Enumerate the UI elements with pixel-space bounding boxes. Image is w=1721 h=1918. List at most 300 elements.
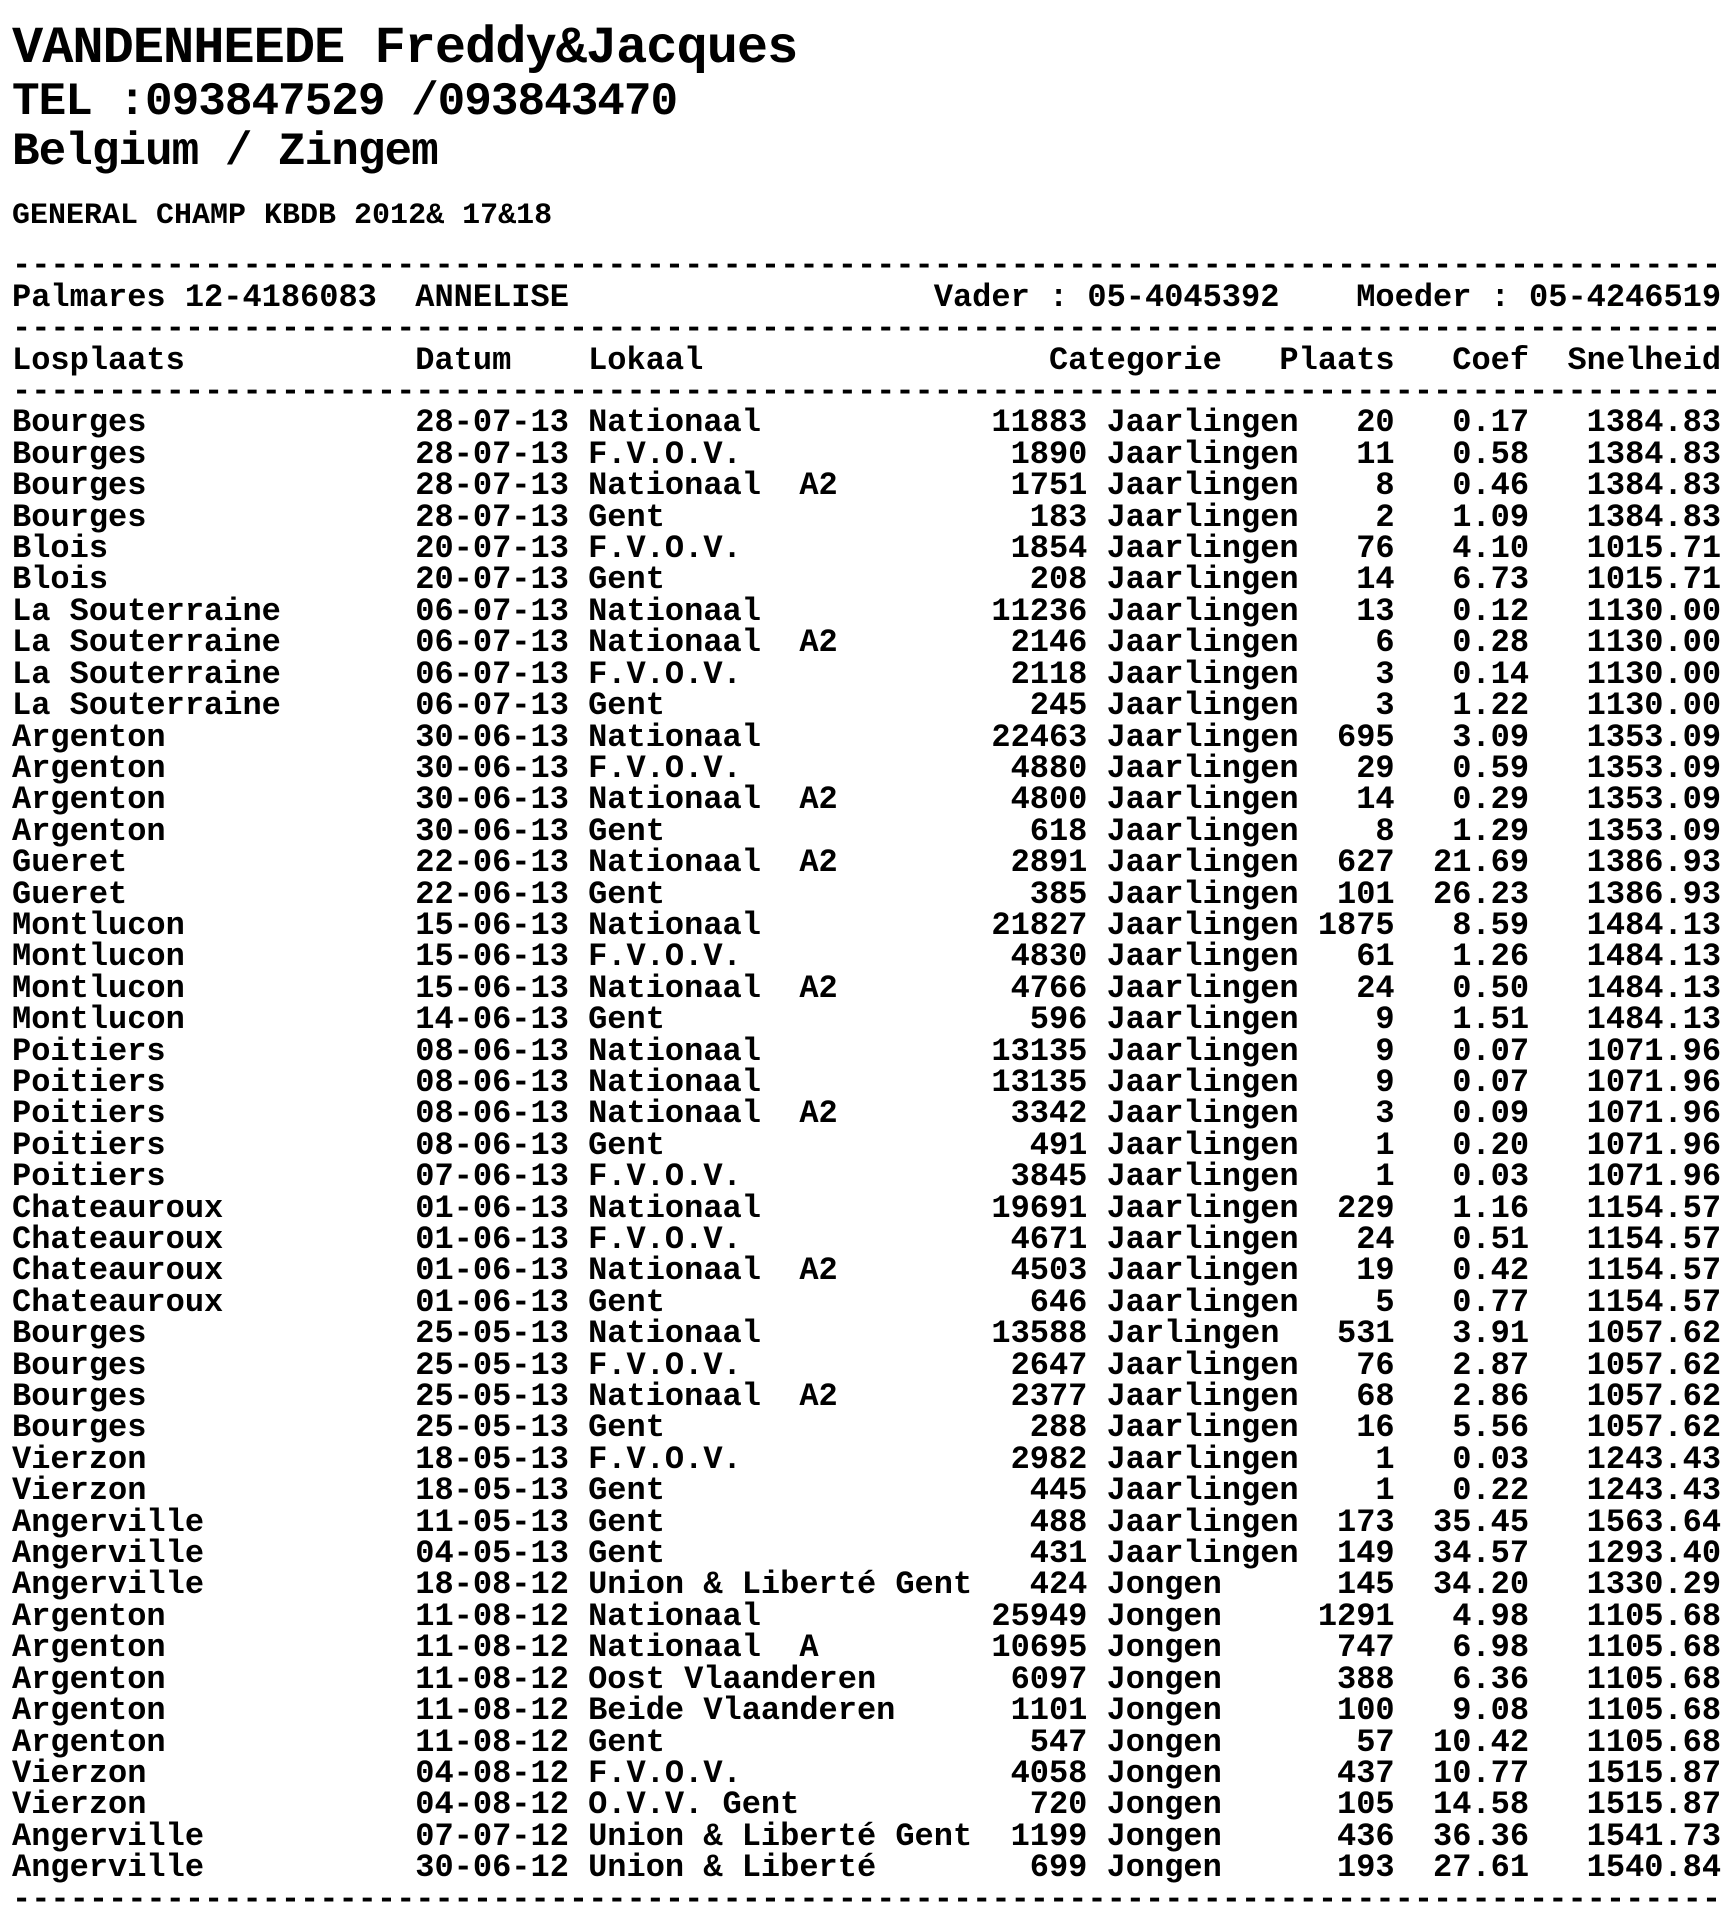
cell-snelheid: 1243.43 xyxy=(1586,1472,1721,1510)
cell-lokaal: Nationaal xyxy=(588,906,761,944)
cell-aantal: 4058 xyxy=(1010,1754,1088,1792)
cell-aantal: 2982 xyxy=(1010,1440,1088,1478)
cell-plaats: 1 xyxy=(1375,1158,1395,1196)
cell-categorie: Jaarlingen xyxy=(1106,1189,1299,1227)
table-row xyxy=(12,1095,1721,1133)
cell-plaats: 13 xyxy=(1356,592,1395,630)
cell-losplaats: Argenton xyxy=(12,749,166,787)
cell-snelheid: 1071.96 xyxy=(1586,1063,1721,1101)
cell-plaats: 68 xyxy=(1356,1378,1395,1416)
cell-categorie: Jaarlingen xyxy=(1106,655,1299,693)
cell-categorie: Jaarlingen xyxy=(1106,1252,1299,1290)
cell-snelheid: 1057.62 xyxy=(1586,1409,1721,1447)
cell-coef: 1.09 xyxy=(1452,498,1530,536)
cell-plaats: 57 xyxy=(1356,1723,1395,1761)
cell-datum: 25-05-13 xyxy=(415,1378,569,1416)
table-header-row xyxy=(12,341,1721,379)
table-row xyxy=(12,1063,1721,1101)
table-row xyxy=(12,404,1721,442)
cell-lokaal: F.V.O.V. xyxy=(588,530,742,568)
location-line: Belgium / Zingem xyxy=(12,126,438,178)
table-row xyxy=(12,467,1721,505)
cell-aantal: 646 xyxy=(1029,1283,1088,1321)
cell-datum: 15-06-13 xyxy=(415,906,569,944)
cell-losplaats: Angerville xyxy=(12,1535,205,1573)
column-header-datum: Datum xyxy=(415,341,512,379)
report-body xyxy=(12,199,1721,1918)
cell-losplaats: Poitiers xyxy=(12,1095,166,1133)
table-row xyxy=(12,844,1721,882)
cell-coef: 1.51 xyxy=(1452,1001,1530,1039)
cell-datum: 28-07-13 xyxy=(415,467,569,505)
cell-losplaats: Bourges xyxy=(12,498,147,536)
cell-aantal: 431 xyxy=(1029,1535,1088,1573)
table-row xyxy=(12,1252,1721,1290)
cell-plaats: 149 xyxy=(1337,1535,1395,1573)
cell-categorie: Jaarlingen xyxy=(1106,1472,1299,1510)
column-header-losplaats: Losplaats xyxy=(12,341,185,379)
cell-datum: 30-06-13 xyxy=(415,812,569,850)
cell-lokaal: O.V.V. Gent xyxy=(588,1786,800,1824)
cell-plaats: 388 xyxy=(1337,1660,1395,1698)
cell-coef: 0.46 xyxy=(1452,467,1530,505)
cell-plaats: 76 xyxy=(1356,1346,1395,1384)
cell-datum: 08-06-13 xyxy=(415,1126,569,1164)
cell-datum: 08-06-13 xyxy=(415,1032,569,1070)
cell-plaats: 229 xyxy=(1337,1189,1395,1227)
cell-coef: 0.03 xyxy=(1452,1158,1530,1196)
cell-losplaats: Bourges xyxy=(12,1409,147,1447)
cell-plaats: 1 xyxy=(1375,1126,1395,1164)
cell-snelheid: 1330.29 xyxy=(1586,1566,1721,1604)
cell-coef: 4.10 xyxy=(1452,530,1530,568)
cell-losplaats: Argenton xyxy=(12,1723,166,1761)
table-row xyxy=(12,969,1721,1007)
cell-lokaal: Gent xyxy=(588,812,665,850)
cell-aantal: 3342 xyxy=(1010,1095,1088,1133)
cell-coef: 0.58 xyxy=(1452,435,1530,473)
table-row xyxy=(12,1221,1721,1258)
cell-aantal: 13588 xyxy=(991,1315,1088,1353)
cell-snelheid: 1386.93 xyxy=(1586,875,1721,913)
cell-snelheid: 1130.00 xyxy=(1586,624,1721,662)
cell-datum: 28-07-13 xyxy=(415,498,569,536)
cell-lokaal: Beide Vlaanderen xyxy=(588,1692,896,1730)
cell-aantal: 10695 xyxy=(991,1629,1088,1667)
cell-losplaats: La Souterraine xyxy=(12,655,281,693)
cell-snelheid: 1071.96 xyxy=(1586,1126,1721,1164)
table-row xyxy=(12,1315,1721,1353)
cell-coef: 9.08 xyxy=(1452,1692,1530,1730)
cell-plaats: 627 xyxy=(1337,844,1395,882)
cell-snelheid: 1154.57 xyxy=(1586,1221,1721,1258)
cell-lokaal: Nationaal xyxy=(588,592,761,630)
table-row xyxy=(12,718,1721,756)
cell-losplaats: Vierzon xyxy=(12,1786,147,1824)
cell-plaats: 695 xyxy=(1337,718,1395,756)
table-row xyxy=(12,875,1721,913)
cell-categorie: Jaarlingen xyxy=(1106,1535,1299,1573)
cell-plaats: 14 xyxy=(1356,561,1395,599)
cell-categorie: Jongen xyxy=(1106,1629,1222,1667)
cell-datum: 18-08-12 xyxy=(415,1566,569,1604)
cell-aantal: 4766 xyxy=(1010,969,1088,1007)
cell-lokaal: F.V.O.V. xyxy=(588,655,742,693)
cell-coef: 0.20 xyxy=(1452,1126,1530,1164)
cell-categorie: Jongen xyxy=(1106,1754,1222,1792)
cell-datum: 20-07-13 xyxy=(415,530,569,568)
table-row xyxy=(12,1629,1721,1667)
cell-datum: 11-08-12 xyxy=(415,1660,569,1698)
table-row xyxy=(12,1503,1721,1541)
cell-losplaats: Bourges xyxy=(12,1378,147,1416)
cell-snelheid: 1541.73 xyxy=(1586,1817,1721,1855)
table-row xyxy=(12,1535,1721,1573)
cell-coef: 27.61 xyxy=(1433,1849,1530,1887)
cell-plaats: 9 xyxy=(1375,1032,1395,1070)
cell-snelheid: 1243.43 xyxy=(1586,1440,1721,1478)
cell-coef: 0.07 xyxy=(1452,1063,1530,1101)
table-row xyxy=(12,1409,1721,1447)
cell-lokaal: Gent xyxy=(588,1535,665,1573)
cell-lokaal: Gent xyxy=(588,1283,665,1321)
cell-categorie: Jaarlingen xyxy=(1106,592,1299,630)
table-row xyxy=(12,498,1721,536)
cell-aantal: 11883 xyxy=(991,404,1088,442)
cell-plaats: 6 xyxy=(1375,624,1395,662)
cell-datum: 11-05-13 xyxy=(415,1503,569,1541)
cell-datum: 07-07-12 xyxy=(415,1817,569,1855)
cell-lokaal: Nationaal xyxy=(588,1032,761,1070)
cell-categorie: Jaarlingen xyxy=(1106,906,1299,944)
cell-losplaats: Argenton xyxy=(12,1629,166,1667)
cell-plaats: 1 xyxy=(1375,1440,1395,1478)
cell-coef: 2.86 xyxy=(1452,1378,1530,1416)
telephone-line: TEL :093847529 /093843470 xyxy=(12,76,678,128)
cell-datum: 07-06-13 xyxy=(415,1158,569,1196)
cell-coef: 0.28 xyxy=(1452,624,1530,662)
cell-datum: 01-06-13 xyxy=(415,1252,569,1290)
table-row xyxy=(12,1032,1721,1070)
cell-coef: 14.58 xyxy=(1433,1786,1530,1824)
cell-datum: 25-05-13 xyxy=(415,1346,569,1384)
cell-coef: 3.09 xyxy=(1452,718,1530,756)
cell-coef: 6.73 xyxy=(1452,561,1530,599)
fancier-name: VANDENHEEDE Freddy&Jacques xyxy=(12,19,798,78)
cell-plaats: 436 xyxy=(1337,1817,1395,1855)
cell-aantal: 445 xyxy=(1029,1472,1088,1510)
palmares-ring-name: Palmares 12-4186083 ANNELISE xyxy=(12,278,569,316)
cell-categorie: Jaarlingen xyxy=(1106,1158,1299,1196)
cell-categorie: Jaarlingen xyxy=(1106,1001,1299,1039)
cell-losplaats: Montlucon xyxy=(12,1001,185,1039)
divider-line: ----------------------------------------------------------------------------------------- xyxy=(12,310,1721,348)
cell-lokaal: Gent xyxy=(588,561,665,599)
table-row xyxy=(12,530,1721,568)
cell-lokaal: Nationaal xyxy=(588,1315,761,1353)
cell-lokaal: F.V.O.V. xyxy=(588,435,742,473)
cell-lokaal: Gent xyxy=(588,1001,665,1039)
cell-datum: 06-07-13 xyxy=(415,624,569,662)
cell-snelheid: 1353.09 xyxy=(1586,812,1721,850)
table-row xyxy=(12,1378,1721,1416)
cell-plaats: 1 xyxy=(1375,1472,1395,1510)
cell-datum: 04-05-13 xyxy=(415,1535,569,1573)
table-row xyxy=(12,1189,1721,1227)
cell-snelheid: 1384.83 xyxy=(1586,498,1721,536)
cell-datum: 30-06-13 xyxy=(415,749,569,787)
table-row xyxy=(12,592,1721,630)
cell-plaats: 61 xyxy=(1356,938,1395,976)
cell-lokaal: Nationaal A xyxy=(588,1629,819,1667)
table-row xyxy=(12,624,1721,662)
table-row xyxy=(12,1597,1721,1635)
cell-losplaats: Vierzon xyxy=(12,1440,147,1478)
cell-losplaats: Vierzon xyxy=(12,1472,147,1510)
cell-datum: 11-08-12 xyxy=(415,1723,569,1761)
cell-coef: 4.98 xyxy=(1452,1597,1530,1635)
column-header-categorie: Categorie xyxy=(1048,341,1222,379)
cell-categorie: Jaarlingen xyxy=(1106,467,1299,505)
cell-snelheid: 1015.71 xyxy=(1586,530,1721,568)
cell-losplaats: Montlucon xyxy=(12,906,185,944)
cell-categorie: Jongen xyxy=(1106,1786,1222,1824)
cell-datum: 11-08-12 xyxy=(415,1692,569,1730)
cell-coef: 0.51 xyxy=(1452,1221,1530,1258)
cell-datum: 06-07-13 xyxy=(415,687,569,725)
cell-snelheid: 1154.57 xyxy=(1586,1252,1721,1290)
cell-lokaal: Nationaal xyxy=(588,718,761,756)
cell-categorie: Jongen xyxy=(1106,1597,1222,1635)
cell-aantal: 288 xyxy=(1029,1409,1088,1447)
cell-snelheid: 1071.96 xyxy=(1586,1095,1721,1133)
cell-plaats: 437 xyxy=(1337,1754,1395,1792)
cell-losplaats: Chateauroux xyxy=(12,1221,224,1258)
cell-aantal: 183 xyxy=(1029,498,1088,536)
cell-aantal: 2891 xyxy=(1010,844,1088,882)
cell-losplaats: Argenton xyxy=(12,718,166,756)
cell-categorie: Jaarlingen xyxy=(1106,530,1299,568)
table-row xyxy=(12,1692,1721,1730)
cell-plaats: 1291 xyxy=(1317,1597,1395,1635)
cell-aantal: 1854 xyxy=(1010,530,1088,568)
cell-lokaal: Union & Liberté xyxy=(588,1849,877,1887)
table-row xyxy=(12,1754,1721,1792)
cell-lokaal: Nationaal A2 xyxy=(588,1378,838,1416)
cell-aantal: 11236 xyxy=(991,592,1088,630)
cell-plaats: 8 xyxy=(1375,812,1395,850)
cell-categorie: Jaarlingen xyxy=(1106,498,1299,536)
cell-categorie: Jaarlingen xyxy=(1106,624,1299,662)
cell-plaats: 3 xyxy=(1375,655,1395,693)
cell-datum: 18-05-13 xyxy=(415,1472,569,1510)
cell-categorie: Jaarlingen xyxy=(1106,1221,1299,1258)
cell-aantal: 4800 xyxy=(1010,781,1088,819)
cell-snelheid: 1384.83 xyxy=(1586,435,1721,473)
cell-lokaal: Nationaal xyxy=(588,1063,761,1101)
cell-plaats: 29 xyxy=(1356,749,1395,787)
table-row xyxy=(12,781,1721,819)
divider-line: ----------------------------------------------------------------------------------------- xyxy=(12,1880,1721,1918)
cell-losplaats: Argenton xyxy=(12,1660,166,1698)
cell-aantal: 385 xyxy=(1029,875,1088,913)
cell-lokaal: F.V.O.V. xyxy=(588,1440,742,1478)
cell-lokaal: Gent xyxy=(588,498,665,536)
table-row xyxy=(12,687,1721,725)
cell-losplaats: Montlucon xyxy=(12,938,185,976)
cell-snelheid: 1015.71 xyxy=(1586,561,1721,599)
cell-losplaats: Montlucon xyxy=(12,969,185,1007)
divider-line: ----------------------------------------------------------------------------------------- xyxy=(12,247,1721,285)
table-row xyxy=(12,812,1721,850)
cell-lokaal: Nationaal xyxy=(588,1597,761,1635)
cell-coef: 34.57 xyxy=(1433,1535,1530,1573)
cell-datum: 25-05-13 xyxy=(415,1409,569,1447)
cell-coef: 0.17 xyxy=(1452,404,1530,442)
cell-snelheid: 1540.84 xyxy=(1586,1849,1721,1887)
cell-aantal: 596 xyxy=(1029,1001,1088,1039)
cell-aantal: 618 xyxy=(1029,812,1088,850)
cell-categorie: Jaarlingen xyxy=(1106,687,1299,725)
cell-snelheid: 1130.00 xyxy=(1586,687,1721,725)
table-row xyxy=(12,1472,1721,1510)
cell-lokaal: Nationaal A2 xyxy=(588,467,838,505)
cell-datum: 28-07-13 xyxy=(415,435,569,473)
table-row xyxy=(12,1817,1721,1855)
cell-aantal: 1751 xyxy=(1010,467,1088,505)
cell-aantal: 488 xyxy=(1029,1503,1088,1541)
cell-lokaal: Nationaal xyxy=(588,404,761,442)
cell-snelheid: 1071.96 xyxy=(1586,1032,1721,1070)
cell-aantal: 13135 xyxy=(991,1063,1088,1101)
cell-aantal: 19691 xyxy=(991,1189,1088,1227)
cell-lokaal: F.V.O.V. xyxy=(588,938,742,976)
cell-snelheid: 1105.68 xyxy=(1586,1629,1721,1667)
cell-plaats: 3 xyxy=(1375,687,1395,725)
cell-aantal: 2146 xyxy=(1010,624,1088,662)
cell-categorie: Jaarlingen xyxy=(1106,969,1299,1007)
cell-aantal: 4830 xyxy=(1010,938,1088,976)
cell-coef: 6.98 xyxy=(1452,1629,1530,1667)
column-header-coef: Coef xyxy=(1452,341,1530,379)
cell-coef: 0.03 xyxy=(1452,1440,1530,1478)
cell-losplaats: Blois xyxy=(12,530,109,568)
column-header-plaats: Plaats xyxy=(1279,341,1395,379)
table-row xyxy=(12,1849,1721,1887)
cell-losplaats: Angerville xyxy=(12,1503,205,1541)
cell-snelheid: 1484.13 xyxy=(1586,938,1721,976)
cell-coef: 0.09 xyxy=(1452,1095,1530,1133)
cell-snelheid: 1057.62 xyxy=(1586,1346,1721,1384)
table-row xyxy=(12,1660,1721,1698)
cell-snelheid: 1353.09 xyxy=(1586,749,1721,787)
cell-aantal: 1199 xyxy=(1010,1817,1088,1855)
cell-lokaal: F.V.O.V. xyxy=(588,1346,742,1384)
cell-lokaal: Nationaal A2 xyxy=(588,781,838,819)
cell-datum: 18-05-13 xyxy=(415,1440,569,1478)
cell-coef: 1.26 xyxy=(1452,938,1530,976)
cell-snelheid: 1105.68 xyxy=(1586,1692,1721,1730)
cell-losplaats: Argenton xyxy=(12,1692,166,1730)
cell-categorie: Jaarlingen xyxy=(1106,938,1299,976)
cell-lokaal: F.V.O.V. xyxy=(588,1158,742,1196)
cell-coef: 10.42 xyxy=(1433,1723,1530,1761)
cell-aantal: 424 xyxy=(1029,1566,1088,1604)
cell-plaats: 24 xyxy=(1356,969,1395,1007)
cell-coef: 35.45 xyxy=(1433,1503,1530,1541)
cell-categorie: Jaarlingen xyxy=(1106,1063,1299,1101)
cell-lokaal: Union & Liberté Gent xyxy=(588,1566,973,1604)
cell-snelheid: 1353.09 xyxy=(1586,718,1721,756)
cell-categorie: Jaarlingen xyxy=(1106,1283,1299,1321)
column-header-lokaal: Lokaal xyxy=(588,341,704,379)
cell-losplaats: Argenton xyxy=(12,812,166,850)
cell-coef: 0.14 xyxy=(1452,655,1530,693)
cell-aantal: 4671 xyxy=(1010,1221,1088,1258)
cell-losplaats: Poitiers xyxy=(12,1063,166,1101)
cell-coef: 10.77 xyxy=(1433,1754,1530,1792)
cell-categorie: Jaarlingen xyxy=(1106,435,1299,473)
cell-snelheid: 1105.68 xyxy=(1586,1723,1721,1761)
cell-aantal: 1890 xyxy=(1010,435,1088,473)
cell-snelheid: 1154.57 xyxy=(1586,1283,1721,1321)
cell-aantal: 720 xyxy=(1029,1786,1088,1824)
cell-categorie: Jaarlingen xyxy=(1106,812,1299,850)
cell-categorie: Jarlingen xyxy=(1106,1315,1280,1353)
table-row xyxy=(12,1566,1721,1604)
cell-aantal: 1101 xyxy=(1010,1692,1088,1730)
cell-losplaats: Bourges xyxy=(12,467,147,505)
cell-losplaats: Bourges xyxy=(12,404,147,442)
cell-losplaats: Chateauroux xyxy=(12,1252,224,1290)
cell-lokaal: Nationaal A2 xyxy=(588,624,838,662)
cell-losplaats: Argenton xyxy=(12,781,166,819)
cell-aantal: 6097 xyxy=(1010,1660,1088,1698)
cell-datum: 04-08-12 xyxy=(415,1786,569,1824)
divider-line: ----------------------------------------------------------------------------------------- xyxy=(12,373,1721,411)
table-row xyxy=(12,938,1721,976)
cell-losplaats: Argenton xyxy=(12,1597,166,1635)
table-row xyxy=(12,1001,1721,1039)
cell-categorie: Jaarlingen xyxy=(1106,1409,1299,1447)
cell-lokaal: Nationaal xyxy=(588,1189,761,1227)
cell-coef: 0.07 xyxy=(1452,1032,1530,1070)
cell-snelheid: 1563.64 xyxy=(1586,1503,1721,1541)
table-row xyxy=(12,906,1721,944)
cell-snelheid: 1353.09 xyxy=(1586,781,1721,819)
cell-lokaal: Nationaal A2 xyxy=(588,969,838,1007)
cell-snelheid: 1484.13 xyxy=(1586,906,1721,944)
cell-aantal: 3845 xyxy=(1010,1158,1088,1196)
table-row xyxy=(12,561,1721,599)
cell-losplaats: La Souterraine xyxy=(12,592,281,630)
vader-ring: Vader : 05-4045392 xyxy=(933,278,1280,316)
table-row xyxy=(12,1126,1721,1164)
cell-coef: 0.29 xyxy=(1452,781,1530,819)
cell-plaats: 173 xyxy=(1337,1503,1395,1541)
cell-plaats: 20 xyxy=(1356,404,1395,442)
cell-datum: 06-07-13 xyxy=(415,592,569,630)
cell-datum: 04-08-12 xyxy=(415,1754,569,1792)
cell-aantal: 21827 xyxy=(991,906,1088,944)
cell-plaats: 101 xyxy=(1337,875,1395,913)
cell-datum: 25-05-13 xyxy=(415,1315,569,1353)
cell-datum: 22-06-13 xyxy=(415,844,569,882)
cell-aantal: 2118 xyxy=(1010,655,1088,693)
cell-losplaats: Vierzon xyxy=(12,1754,147,1792)
cell-losplaats: Bourges xyxy=(12,1346,147,1384)
table-row xyxy=(12,1283,1721,1321)
